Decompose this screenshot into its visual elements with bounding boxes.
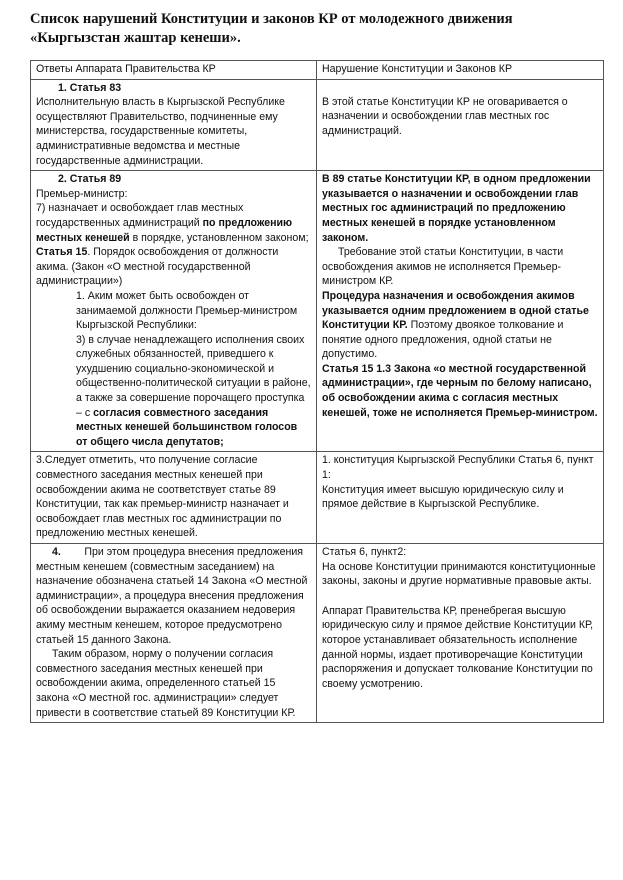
row4-right-cell — [317, 544, 604, 723]
row2-left-article15 — [36, 245, 311, 289]
row2-right-p1: В 89 статье Конституции КР, в одном предложении указывается о назначении и освобождении глав местных гос администраций по предложению местных кенешей в порядке установленном законом. — [322, 173, 591, 244]
row4-p1-text: При этом процедура внесения предложения местным кенешем (совместным заседанием) на назначение обозначена статьей 14 Закона «О местной администрации», а процедура внесения предложения об освобождении выражается оказанием недоверия акиму местным кенешем, которое предусмотрено статьей 15 данного Закона. — [36, 546, 308, 646]
row4-left-p2: Таким образом, норму о получении согласия совместного заседания местных кенешей при освобождении акима, определенного статьей 15 закона «О местной гос. администрации» следует привести в соответствие статьей 89 Конституции КР. — [36, 648, 296, 719]
row4-left-cell — [31, 544, 317, 723]
header-violations: Нарушение Конституции и Законов КР — [317, 61, 604, 80]
row4-number: 4. — [52, 546, 61, 558]
row1-left-text: Исполнительную власть в Кыргызской Республике осуществляют Правительство, подчиненные ему министерства, государственные комитеты, административные ведомства и местные государственные администрации. — [36, 96, 285, 167]
item7-text-c: в порядке, установленном законом; — [129, 231, 309, 244]
row3-left-text: 3.Следует отметить, что получение согласие совместного заседания местных кенешей при освобождении акима не соответствует статье 89 Конституции, так как премьер-министр назначает и освобождает глав местных гос администрации по предложению местных кенешей. — [36, 454, 289, 540]
row2-left-n1: 1. Аким может быть освобожден от занимаемой должности Премьер-министром Кыргызской Республики: — [76, 289, 298, 332]
header-government-answers: Ответы Аппарата Правительства КР — [31, 61, 317, 80]
n3-text: 3) в случае ненадлежащего исполнения своих служебных обязанностей, приведшего к ухудшению социально-экономической и общественно-политической ситуации в районе, а также за совершение порочащего проступка – с — [76, 333, 311, 419]
document-title — [30, 10, 590, 48]
table-row — [31, 544, 604, 723]
row1-right-cell — [317, 79, 604, 171]
item7-text-a: 7) назначает и освобождает глав местных государственных администраций — [36, 202, 244, 229]
row4-right-line1: Статья 6, пункт2: — [322, 546, 407, 558]
p3-bold: Процедура назначения и освобождения акимов указывается одним предложением в одной статье Конституции КР. — [322, 289, 589, 332]
article15-text: . Порядок освобождения от должности акима. (Закон «О местной государственной администрации») — [36, 246, 279, 288]
row2-left-item7 — [36, 201, 311, 245]
row2-right-p2: Требование этой статьи Конституции, в части освобождения акимов не исполняется Премьер-министром КР. — [322, 246, 564, 288]
row2-right-p3 — [322, 289, 598, 362]
row1-left-heading: 1. Статья 83 — [58, 81, 122, 94]
row2-left-cell — [31, 171, 317, 452]
row4-right-line2: На основе Конституции принимаются конституционные законы, законы и другие нормативные правовые акты. — [322, 560, 596, 588]
item7-text-b: по предложению местных кенешей — [36, 216, 293, 244]
title-line-2: «Кыргызстан жаштар кенеши». — [30, 30, 241, 46]
row1-left-cell — [31, 79, 317, 171]
paragraph-gap — [322, 589, 598, 604]
row2-right-cell — [317, 171, 604, 452]
row3-right-line2: Конституция имеет высшую юридическую силу и прямое действие в Кыргызской Республике. — [322, 483, 564, 511]
table-header-row — [31, 61, 604, 80]
row3-right-line1: 1. конституция Кыргызской Республики Статья 6, пункт 1: — [322, 454, 594, 482]
row2-left-heading: 2. Статья 89 — [58, 173, 122, 186]
row1-right-text: В этой статье Конституции КР не оговаривается о назначении и освобождении глав местных гос администраций. — [322, 95, 568, 137]
row3-right-cell — [317, 452, 604, 544]
row2-left-n3 — [36, 333, 311, 450]
p3-text: Поэтому двоякое толкование и понятие одного предложения, одной статьи не допустимо. — [322, 319, 564, 361]
row4-right-line3: Аппарат Правительства КР, пренебрегая высшую юридическую силу и прямое действие Конституции КР, которое устанавливает обязательность исполнение данной нормы, издает противоречащие Конституции распоряжения и допускает толкование Конституции по своему усмотрению. — [322, 604, 594, 690]
table-row — [31, 79, 604, 171]
row2-left-pm: Премьер-министр: — [36, 187, 128, 200]
row4-left-p1 — [36, 545, 311, 647]
n3-bold: согласия совместного заседания местных кенешей большинством голосов от общего числа депутатов; — [76, 406, 298, 448]
table-row — [31, 171, 604, 452]
violations-table — [30, 60, 604, 723]
article15-label: Статья 15 — [36, 246, 88, 259]
table-row — [31, 452, 604, 544]
row2-right-p4: Статья 15 1.3 Закона «о местной государственной администрации», где черным по белому написано, об освобождении акима с согласия местных кенешей, тоже не исполняется Премьер-министром. — [322, 362, 598, 419]
row3-left-cell — [31, 452, 317, 544]
title-line-1: Список нарушений Конституции и законов КР от молодежного движения — [30, 11, 513, 27]
